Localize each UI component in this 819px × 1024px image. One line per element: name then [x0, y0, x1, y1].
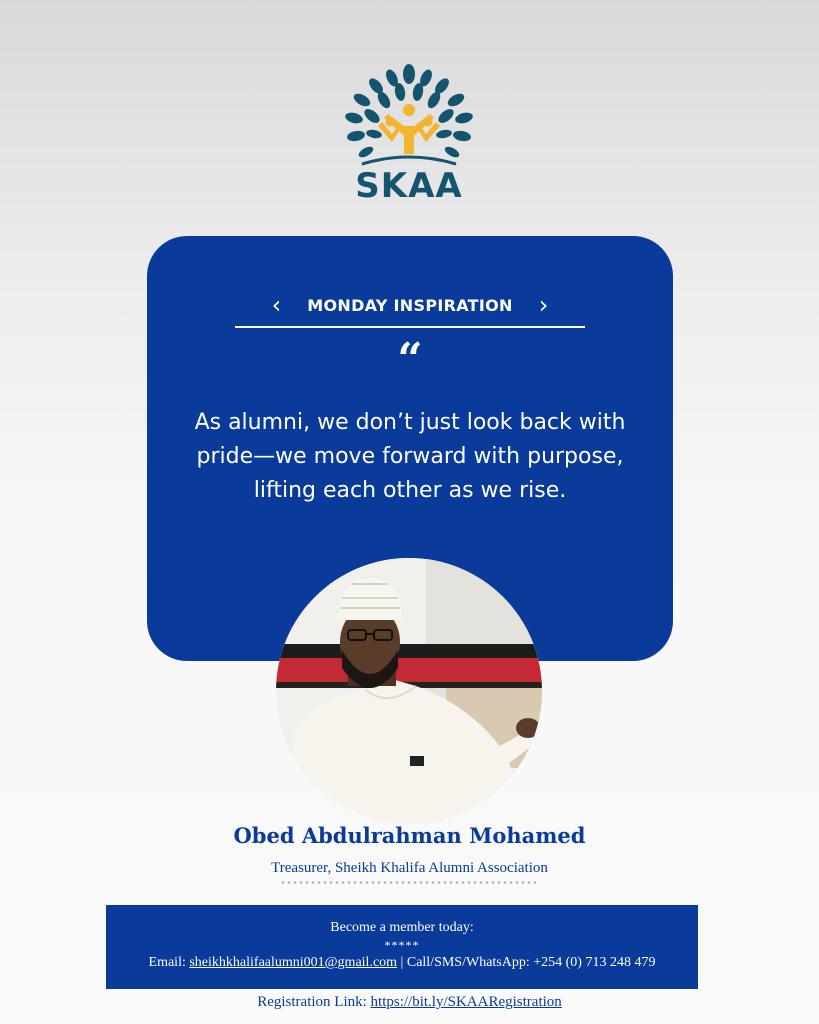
- registration-link[interactable]: https://bit.ly/SKAARegistration: [370, 994, 562, 1010]
- person-title: Treasurer, Sheikh Khalifa Alumni Association: [271, 860, 548, 876]
- chevron-left-icon[interactable]: ‹: [271, 291, 282, 319]
- registration-line: [0, 994, 819, 1011]
- quote-open-icon: “: [397, 334, 423, 385]
- chevron-right-icon[interactable]: ›: [538, 291, 549, 319]
- tree-logo-icon: [334, 60, 484, 202]
- membership-cta: Become a member today:: [330, 920, 474, 935]
- email-link[interactable]: sheikhkhalifaalumni001@gmail.com: [189, 955, 398, 970]
- phone-text: | Call/SMS/WhatsApp: +254 (0) 713 248 479: [397, 955, 656, 970]
- portrait-photo: [276, 558, 542, 824]
- tree-figures: [378, 104, 440, 154]
- skaa-logo: [334, 60, 484, 202]
- registration-label: Registration Link:: [257, 994, 371, 1010]
- logo-wordmark: SKAA: [355, 166, 463, 202]
- email-label: Email:: [148, 955, 190, 970]
- card-title: MONDAY INSPIRATION: [307, 295, 513, 315]
- quote-text: As alumni, we don’t just look back with pride—we move forward with purpose, lifting each other as we rise.: [194, 410, 626, 503]
- person-name: Obed Abdulrahman Mohamed: [233, 823, 586, 848]
- header-divider: [235, 326, 585, 328]
- dotted-divider: [280, 881, 538, 884]
- contact-banner: [106, 905, 698, 989]
- stars-divider: *****: [384, 938, 420, 952]
- contact-line: [106, 955, 698, 971]
- portrait-illustration: [276, 558, 542, 824]
- card-header: [147, 292, 673, 318]
